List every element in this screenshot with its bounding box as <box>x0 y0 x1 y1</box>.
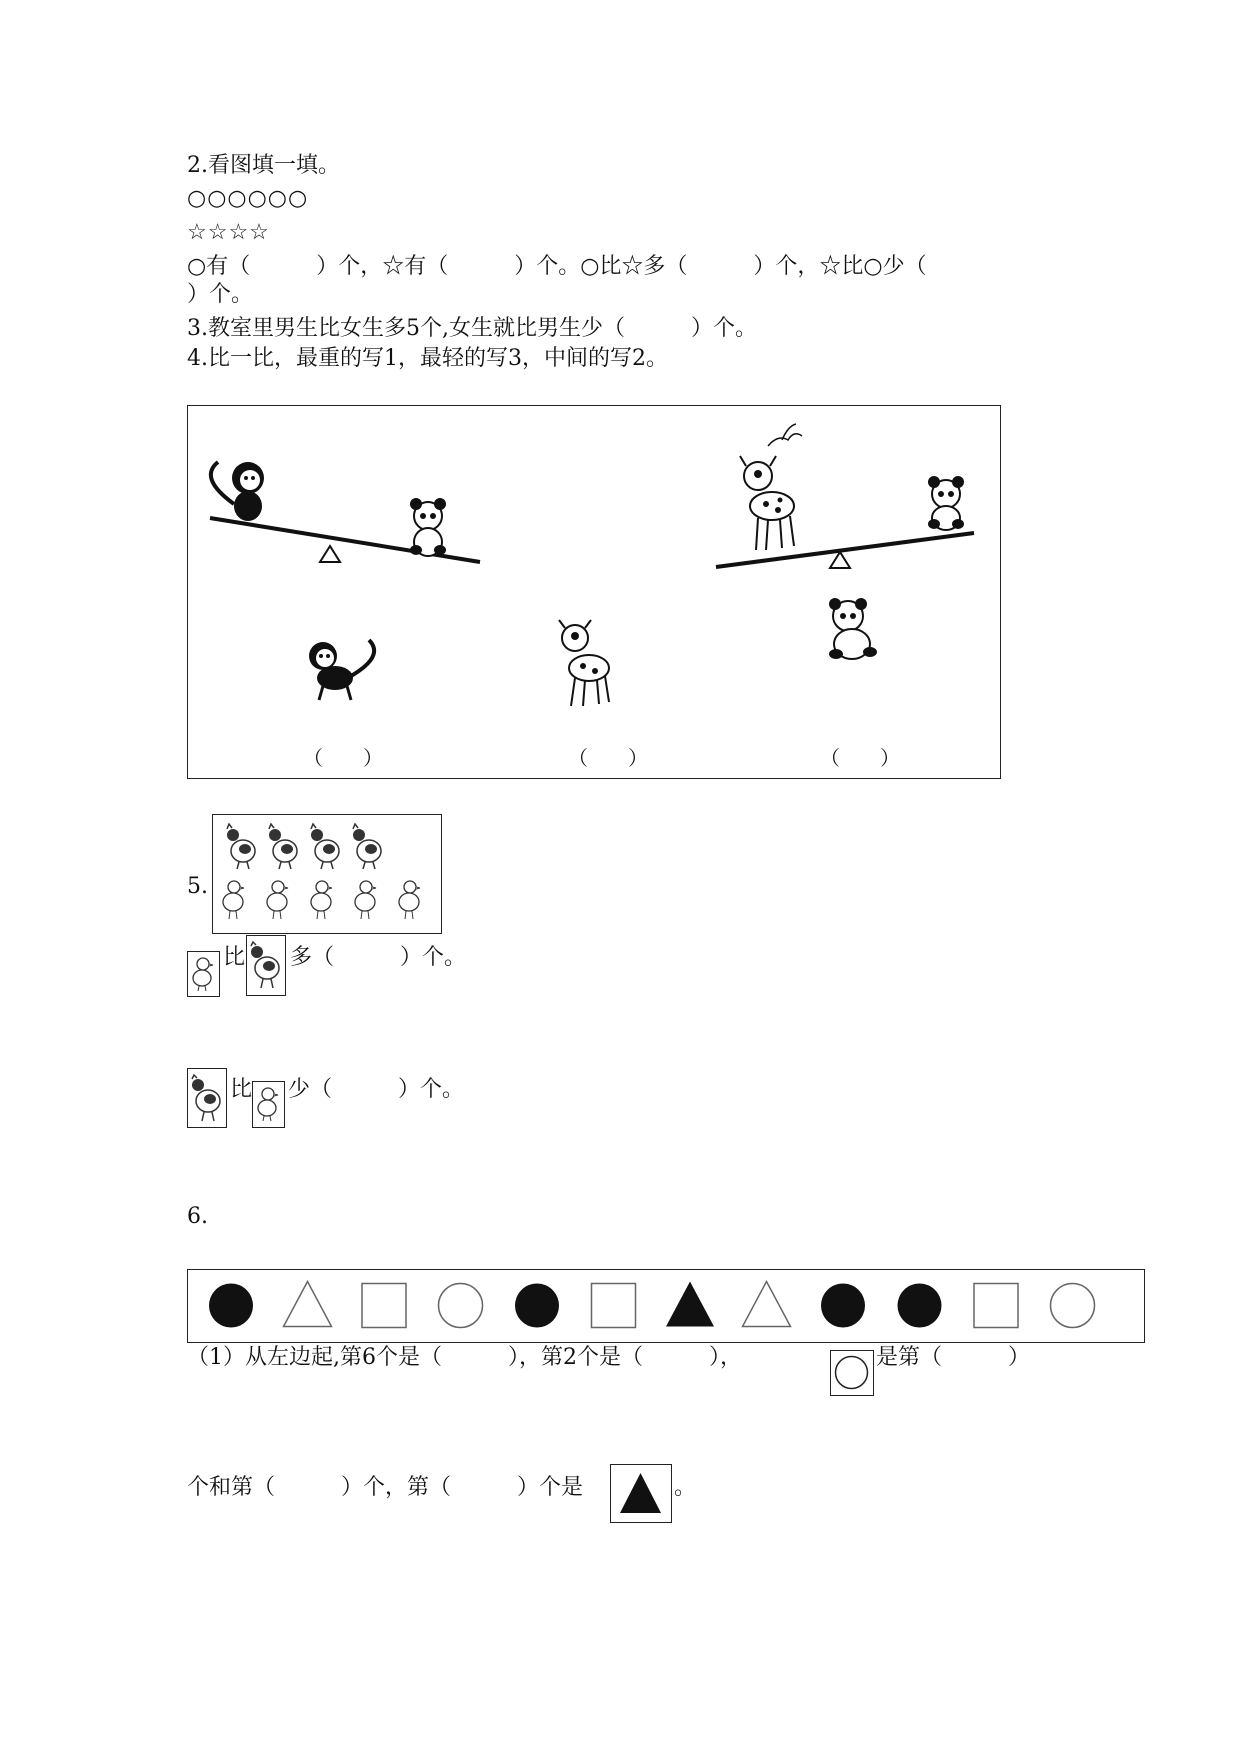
hen-icon <box>227 824 255 869</box>
deer-icon <box>559 620 609 706</box>
seesaw-illustration <box>188 406 999 777</box>
filled-circle-icon <box>821 1284 865 1328</box>
outline-square-icon <box>974 1284 1018 1328</box>
q5-line2-text: 少（ ）个。 <box>288 1077 465 1102</box>
bird-icon <box>768 424 802 446</box>
outline-triangle-icon <box>743 1282 791 1327</box>
q5-line1-compare: 比 <box>223 945 246 970</box>
hen-icon <box>188 1069 225 1126</box>
q5-number: 5. <box>187 874 208 899</box>
chick-icon <box>188 952 218 995</box>
circle-mini-box <box>830 1350 874 1396</box>
outline-circle-icon <box>1051 1284 1095 1328</box>
outline-square-icon <box>362 1284 406 1328</box>
answer-blank-deer[interactable]: （ ） <box>568 746 648 770</box>
chick-icon <box>267 881 288 919</box>
q3-text: 3.教室里男生比女生多5个,女生就比男生少（ ）个。 <box>187 316 757 341</box>
filled-circle-icon <box>209 1284 253 1328</box>
hen-mini-box <box>246 935 286 996</box>
hen-icon <box>247 936 284 994</box>
deer-icon <box>740 456 794 550</box>
right-seesaw <box>716 533 974 568</box>
panda-icon <box>829 598 877 659</box>
monkey-icon <box>211 462 264 521</box>
q5-picture-box <box>212 814 442 934</box>
chick-icon <box>253 1082 283 1126</box>
q4-picture-box <box>187 405 1001 779</box>
answer-blank-monkey[interactable]: （ ） <box>303 746 383 770</box>
filled-circle-icon <box>515 1284 559 1328</box>
chick-icon <box>399 881 420 919</box>
filled-circle-icon <box>898 1284 942 1328</box>
q6-line1-text: （1）从左边起,第6个是（ ），第2个是（ ）， <box>187 1345 742 1370</box>
q2-title: 2.看图填一填。 <box>187 153 340 178</box>
filled-triangle-icon <box>611 1465 670 1521</box>
outline-circle-icon <box>831 1351 872 1394</box>
q2-stars-row: ☆☆☆☆ <box>187 220 270 245</box>
panda-icon <box>928 476 964 530</box>
hen-icon <box>269 824 297 869</box>
q6-line2-end: 。 <box>674 1475 697 1500</box>
chick-icon <box>223 881 244 919</box>
q6-number: 6. <box>187 1204 208 1229</box>
q2-line1: ○有（ ）个，☆有（ ）个。○比☆多（ ）个，☆比○少（ <box>187 254 927 279</box>
outline-circle-icon <box>439 1284 483 1328</box>
q6-line1-end: 是第（ ） <box>876 1345 1031 1370</box>
hens-and-chicks <box>213 815 440 932</box>
shape-sequence <box>188 1270 1143 1341</box>
hen-icon <box>353 824 381 869</box>
chick-icon <box>355 881 376 919</box>
hen-icon <box>311 824 339 869</box>
filled-triangle-icon <box>666 1282 714 1327</box>
q6-line2-text: 个和第（ ）个，第（ ）个是 <box>187 1475 584 1500</box>
q2-line2: ）个。 <box>187 282 254 307</box>
chick-mini-box <box>252 1081 285 1128</box>
outline-square-icon <box>592 1284 636 1328</box>
monkey-icon <box>309 640 374 700</box>
q2-circles-row: ○○○○○○ <box>187 186 309 211</box>
outline-triangle-icon <box>284 1282 332 1327</box>
chick-mini-box <box>187 951 220 997</box>
panda-icon <box>410 498 446 556</box>
q5-line2-compare: 比 <box>230 1077 253 1102</box>
chick-icon <box>311 881 332 919</box>
q4-text: 4.比一比，最重的写1，最轻的写3，中间的写2。 <box>187 346 668 371</box>
q5-line1-text: 多（ ）个。 <box>290 945 467 970</box>
hen-mini-box <box>187 1068 227 1128</box>
q6-shapes-box <box>187 1269 1145 1343</box>
answer-blank-panda[interactable]: （ ） <box>820 746 900 770</box>
triangle-mini-box <box>610 1464 672 1523</box>
